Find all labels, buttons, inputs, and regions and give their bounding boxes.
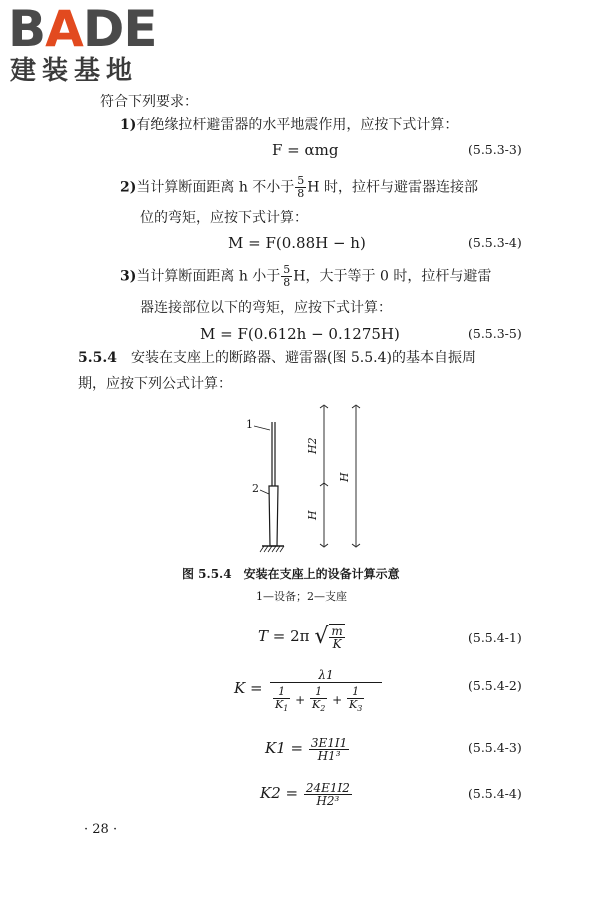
item-1-text: 1)有绝缘拉杆避雷器的水平地震作用，应按下式计算：	[120, 117, 459, 133]
equation-5-5-4-1: T = 2π √ $\frac{m}{K}$	[258, 624, 343, 651]
term-2: $\frac{1}{K_2}$	[312, 685, 326, 714]
equation-number: (5.5.3-4)	[468, 235, 522, 250]
item-3-text-cont: 器连接部位以下的弯矩，应按下式计算：	[140, 300, 392, 316]
item-2-text-cont: 位的弯矩，应按下式计算：	[140, 210, 308, 226]
equation-5-5-4-2: K =	[234, 679, 263, 697]
figure-label-1: 1	[246, 418, 253, 431]
equation-5-5-3-5: M = F(0.612h − 0.1275H)	[200, 325, 400, 343]
fraction: $\frac{5}{8}$	[283, 263, 291, 289]
intro-line: 符合下列要求：	[100, 94, 198, 110]
equation-5-5-4-3: K1 = $\frac{3E1I1}{\text{H1³}}$	[265, 735, 348, 763]
fraction-bar	[270, 682, 382, 683]
clause-5-5-4: 5.5.4 安装在支座上的断路器、避雷器(图 5.5.4)的基本自振周	[78, 350, 476, 366]
equation-number: (5.5.4-2)	[468, 678, 522, 693]
equation-number: (5.5.3-3)	[468, 142, 522, 157]
dimension-label-H-lower: H	[306, 510, 319, 520]
term-1: $\frac{1}{K_1}$	[275, 685, 289, 714]
item-2-text: 2)当计算断面距离 h 不小于 $\frac{5}{8}$ H 时，拉杆与避雷器连接部	[120, 174, 478, 200]
clause-5-5-4-cont: 期，应按下列公式计算：	[78, 376, 232, 392]
support-column	[269, 486, 278, 546]
figure-legend: 1—设备；2—支座	[256, 590, 347, 603]
figure-caption: 图 5.5.4 安装在支座上的设备计算示意	[182, 567, 400, 581]
term-3: $\frac{1}{K_3}$	[349, 685, 363, 714]
brand-subtitle: 建装基地	[10, 56, 139, 86]
equation-5-5-4-4: K2 = $\frac{24E1I2}{\text{H2³}}$	[260, 780, 350, 808]
equation-5-5-3-3: F = αmg	[272, 141, 339, 159]
page-number: · 28 ·	[84, 822, 118, 837]
fraction: $\frac{5}{8}$	[297, 174, 305, 200]
figure-label-2: 2	[252, 482, 259, 495]
k-denominator: $\frac{1}{K_1}$ + $\frac{1}{K_2}$ + $\frac{1}{K_3}$	[275, 685, 363, 714]
equation-number: (5.5.4-4)	[468, 786, 522, 801]
brand-logo: BADE	[8, 0, 157, 58]
dimension-label-H2: H2	[306, 437, 319, 454]
item-3-text: 3)当计算断面距离 h 小于 $\frac{5}{8}$ H，大于等于 0 时，拉杆与避雷	[120, 263, 492, 289]
equation-number: (5.5.4-3)	[468, 740, 522, 755]
equation-5-5-3-4: M = F(0.88H − h)	[228, 234, 366, 252]
k-numerator: λ1	[318, 668, 334, 682]
equation-number: (5.5.3-5)	[468, 326, 522, 341]
dimension-label-H-total: H	[338, 472, 351, 482]
leader-line-2	[260, 490, 269, 494]
equation-number: (5.5.4-1)	[468, 630, 522, 645]
leader-line-1	[254, 426, 270, 430]
figure-5-5-4	[240, 398, 380, 558]
